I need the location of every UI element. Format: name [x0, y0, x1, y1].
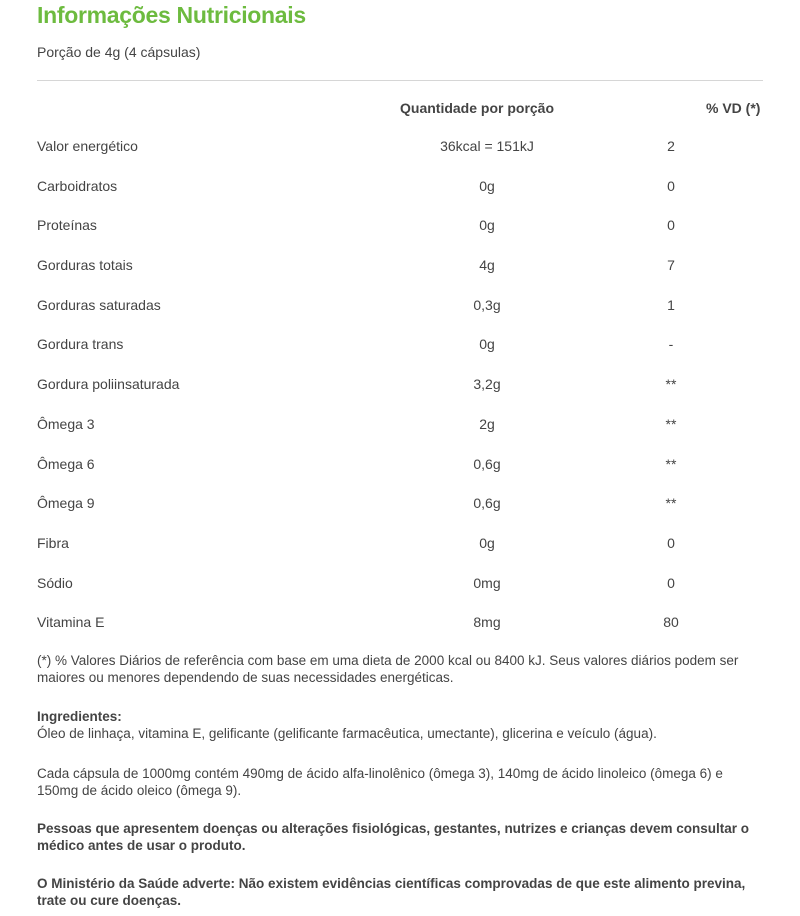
table-row	[37, 371, 767, 411]
table-row	[37, 292, 767, 332]
table-row	[37, 609, 767, 649]
nutrient-vd: 0	[667, 177, 675, 194]
nutrient-quantity: 3,2g	[473, 376, 501, 393]
nutrient-quantity: 36kcal = 151kJ	[440, 138, 534, 154]
nutrient-vd: 80	[663, 614, 679, 631]
table-row	[37, 451, 767, 491]
nutrient-vd: 1	[667, 296, 675, 313]
table-row	[37, 331, 767, 371]
nutrient-vd: 0	[667, 574, 675, 591]
warning-consult-doctor: Pessoas que apresentem doenças ou alterações fisiológicas, gestantes, nutrizes e crianças devem consultar o médico antes de usar o produto.	[37, 821, 750, 853]
nutrient-name: Gorduras totais	[37, 257, 133, 274]
table-row	[37, 411, 767, 451]
ingredients-heading: Ingredientes:	[37, 709, 122, 724]
nutrient-name: Fibra	[37, 534, 69, 551]
ingredients-section	[37, 708, 762, 742]
nutrient-vd: 2	[667, 138, 675, 154]
nutrient-quantity: 0g	[479, 217, 495, 234]
nutrient-name: Ômega 3	[37, 415, 95, 432]
nutrient-name: Gorduras saturadas	[37, 296, 161, 313]
nutrient-vd: **	[665, 415, 677, 432]
nutrient-quantity: 0,6g	[473, 455, 501, 472]
nutrient-quantity: 0,3g	[473, 296, 501, 313]
nutrient-quantity: 0,6g	[473, 495, 501, 512]
nutrient-vd: **	[665, 376, 677, 393]
nutrient-vd: 0	[667, 534, 675, 551]
divider	[37, 80, 763, 81]
nutrient-name: Gordura trans	[37, 336, 124, 353]
header-vd: % VD (*)	[706, 100, 761, 116]
table-row	[37, 133, 767, 173]
table-row	[37, 173, 767, 213]
nutrient-name: Proteínas	[37, 217, 97, 234]
nutrient-vd: -	[668, 336, 674, 353]
capsule-info: Cada cápsula de 1000mg contém 490mg de ácido alfa-linolênico (ômega 3), 140mg de ácido linoleico (ômega 6) e 150mg de ácido oleico (ômega 9).	[37, 766, 723, 798]
nutrient-name: Ômega 6	[37, 455, 95, 472]
nutrient-quantity: 4g	[479, 257, 495, 274]
nutrient-name: Ômega 9	[37, 495, 95, 512]
nutrient-vd: 0	[667, 217, 675, 234]
nutrient-quantity: 2g	[479, 415, 495, 432]
nutrient-name: Vitamina E	[37, 614, 105, 631]
nutrient-vd: 7	[667, 257, 675, 274]
nutrient-name: Sódio	[37, 574, 73, 591]
portion-size: Porção de 4g (4 cápsulas)	[37, 44, 201, 60]
nutrient-quantity: 0g	[479, 336, 495, 353]
page-title: Informações Nutricionais	[37, 2, 306, 28]
table-row	[37, 212, 767, 252]
nutrient-quantity: 8mg	[473, 614, 501, 631]
nutrient-quantity: 0g	[479, 534, 495, 551]
table-row	[37, 490, 767, 530]
nutrient-quantity: 0mg	[473, 574, 501, 591]
nutrition-table	[37, 133, 767, 649]
header-quantity: Quantidade por porção	[400, 100, 555, 116]
footnote: (*) % Valores Diários de referência com base em uma dieta de 2000 kcal ou 8400 kJ. Seus valores diários podem ser maiores ou menores dependendo de suas necessidades energéticas.	[37, 653, 739, 685]
nutrient-name: Valor energético	[37, 138, 138, 154]
nutrient-vd: **	[665, 495, 677, 512]
nutrient-name: Carboidratos	[37, 177, 118, 194]
table-row	[37, 530, 767, 570]
nutrient-vd: **	[665, 455, 677, 472]
warning-ministry: O Ministério da Saúde adverte: Não existem evidências científicas comprovadas de que este alimento previna, trate ou cure doenças.	[37, 876, 746, 908]
ingredients-text: Óleo de linhaça, vitamina E, gelificante (gelificante farmacêutica, umectante), glicerina e veículo (água).	[37, 726, 657, 741]
nutrient-quantity: 0g	[479, 177, 495, 194]
table-row	[37, 570, 767, 610]
table-row	[37, 252, 767, 292]
nutrient-name: Gordura poliinsaturada	[37, 376, 180, 393]
